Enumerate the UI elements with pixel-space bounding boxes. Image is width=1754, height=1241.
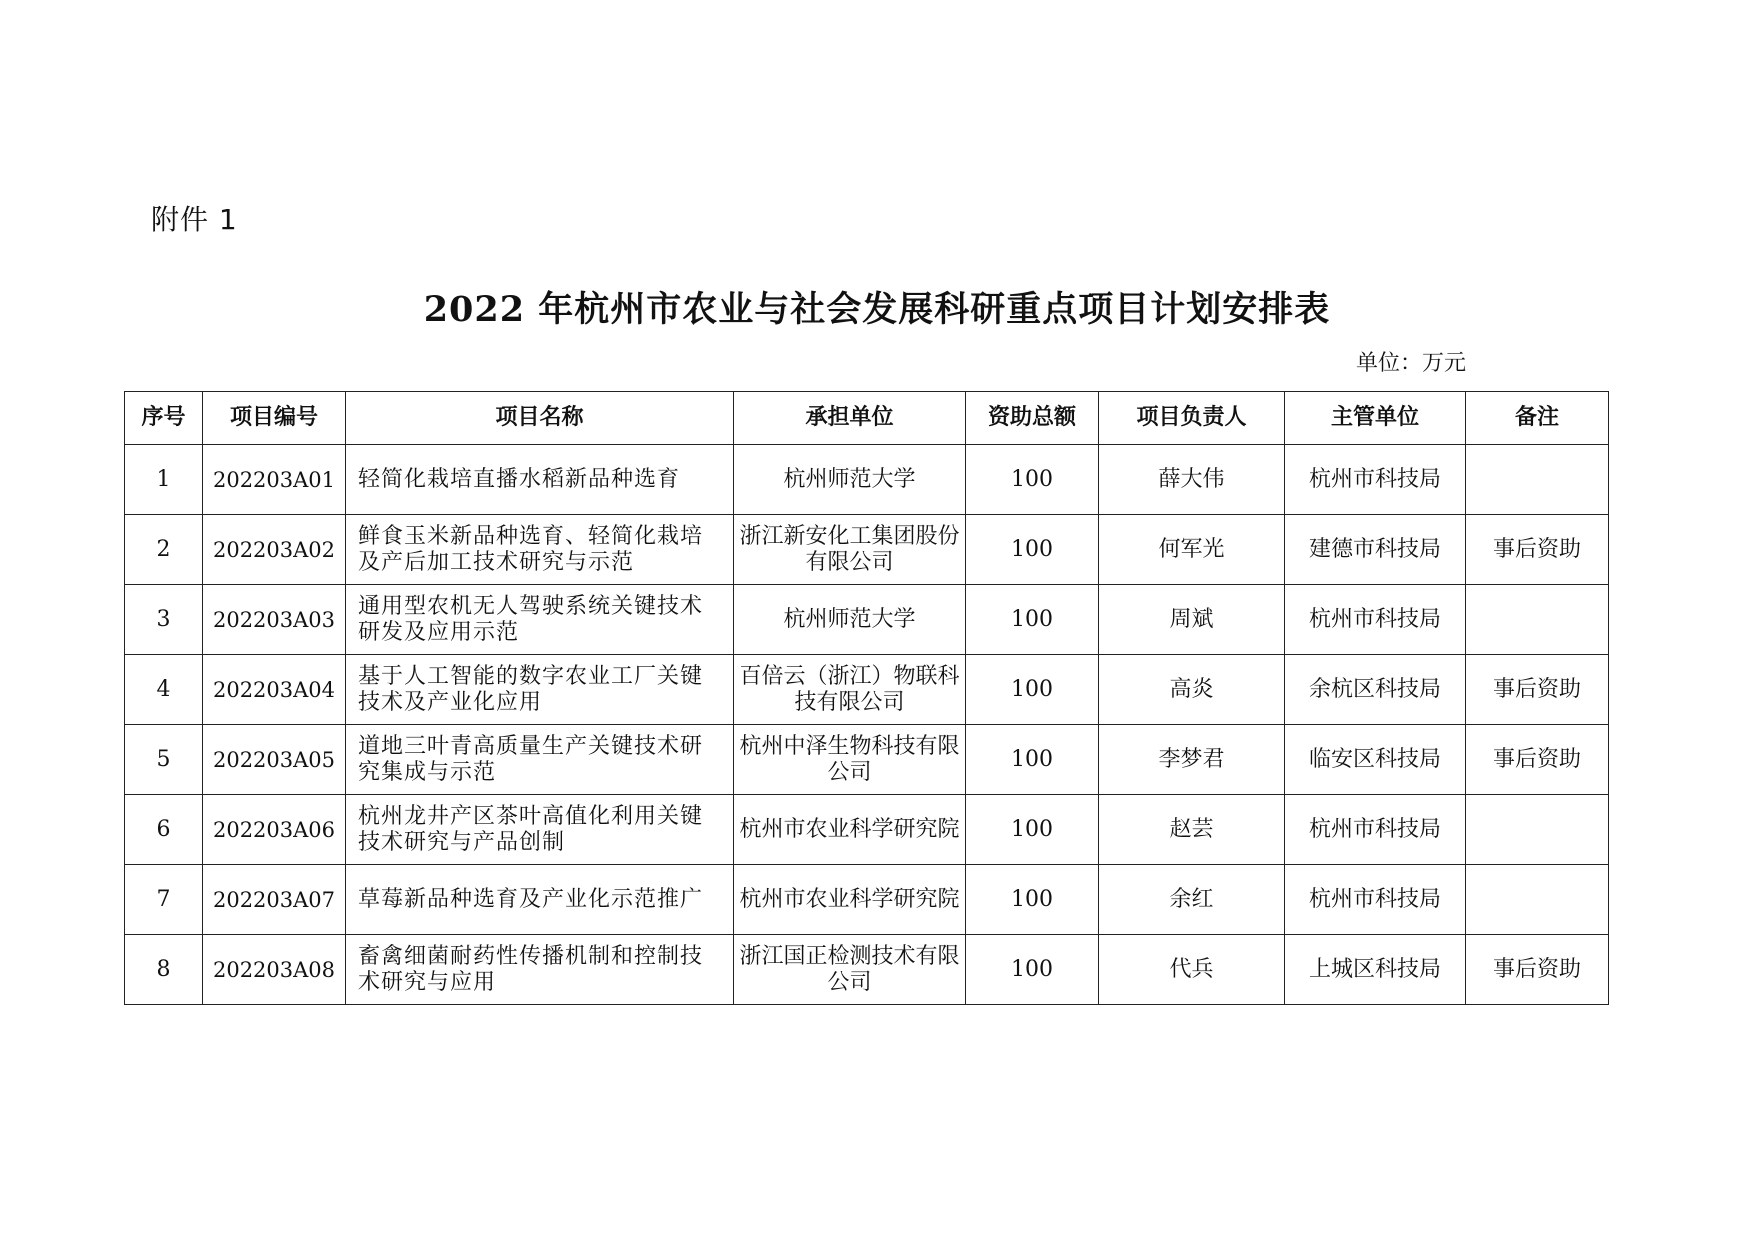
note-cell: [1466, 585, 1609, 655]
unit-label: 单位：万元: [1356, 351, 1467, 376]
table-row: [125, 725, 1609, 795]
header-cell: 承担单位: [734, 392, 966, 445]
table-row: [125, 795, 1609, 865]
note-cell: 事后资助: [1466, 725, 1609, 795]
department-cell: 杭州市科技局: [1285, 865, 1466, 935]
project-name-cell: 杭州龙井产区茶叶高值化利用关键技术研究与产品创制: [346, 795, 734, 865]
table-row: [125, 515, 1609, 585]
serial-cell: 8: [125, 935, 203, 1005]
department-cell: 上城区科技局: [1285, 935, 1466, 1005]
organization-cell: 浙江新安化工集团股份有限公司: [734, 515, 966, 585]
department-cell: 杭州市科技局: [1285, 585, 1466, 655]
table-header-row: [125, 392, 1609, 445]
project-code-cell: 202203A03: [203, 585, 346, 655]
organization-cell: 浙江国正检测技术有限公司: [734, 935, 966, 1005]
organization-cell: 百倍云（浙江）物联科技有限公司: [734, 655, 966, 725]
note-cell: 事后资助: [1466, 515, 1609, 585]
project-name-cell: 畜禽细菌耐药性传播机制和控制技术研究与应用: [346, 935, 734, 1005]
leader-cell: 李梦君: [1099, 725, 1285, 795]
table-row: [125, 585, 1609, 655]
header-cell: 备注: [1466, 392, 1609, 445]
organization-cell: 杭州中泽生物科技有限公司: [734, 725, 966, 795]
table-row: [125, 445, 1609, 515]
table-row: [125, 865, 1609, 935]
serial-cell: 6: [125, 795, 203, 865]
project-name-cell: 轻简化栽培直播水稻新品种选育: [346, 445, 734, 515]
serial-cell: 2: [125, 515, 203, 585]
project-name-cell: 道地三叶青高质量生产关键技术研究集成与示范: [346, 725, 734, 795]
leader-cell: 赵芸: [1099, 795, 1285, 865]
leader-cell: 何军光: [1099, 515, 1285, 585]
organization-cell: 杭州市农业科学研究院: [734, 795, 966, 865]
project-name-cell: 通用型农机无人驾驶系统关键技术研发及应用示范: [346, 585, 734, 655]
organization-cell: 杭州市农业科学研究院: [734, 865, 966, 935]
serial-cell: 3: [125, 585, 203, 655]
project-code-cell: 202203A01: [203, 445, 346, 515]
amount-cell: 100: [966, 795, 1099, 865]
project-code-cell: 202203A05: [203, 725, 346, 795]
leader-cell: 高炎: [1099, 655, 1285, 725]
header-cell: 项目负责人: [1099, 392, 1285, 445]
serial-cell: 7: [125, 865, 203, 935]
note-cell: [1466, 865, 1609, 935]
note-cell: [1466, 795, 1609, 865]
amount-cell: 100: [966, 865, 1099, 935]
header-cell: 项目名称: [346, 392, 734, 445]
note-cell: 事后资助: [1466, 655, 1609, 725]
project-code-cell: 202203A04: [203, 655, 346, 725]
amount-cell: 100: [966, 655, 1099, 725]
document-title: 2022 年杭州市农业与社会发展科研重点项目计划安排表: [423, 289, 1331, 330]
attachment-label: 附件 1: [151, 203, 238, 236]
department-cell: 建德市科技局: [1285, 515, 1466, 585]
department-cell: 杭州市科技局: [1285, 795, 1466, 865]
serial-cell: 5: [125, 725, 203, 795]
project-plan-table: [124, 391, 1609, 1005]
leader-cell: 周斌: [1099, 585, 1285, 655]
department-cell: 余杭区科技局: [1285, 655, 1466, 725]
leader-cell: 薛大伟: [1099, 445, 1285, 515]
note-cell: 事后资助: [1466, 935, 1609, 1005]
project-code-cell: 202203A08: [203, 935, 346, 1005]
header-cell: 主管单位: [1285, 392, 1466, 445]
leader-cell: 代兵: [1099, 935, 1285, 1005]
header-cell: 资助总额: [966, 392, 1099, 445]
header-cell: 序号: [125, 392, 203, 445]
header-cell: 项目编号: [203, 392, 346, 445]
note-cell: [1466, 445, 1609, 515]
organization-cell: 杭州师范大学: [734, 445, 966, 515]
project-name-cell: 鲜食玉米新品种选育、轻简化栽培及产后加工技术研究与示范: [346, 515, 734, 585]
department-cell: 杭州市科技局: [1285, 445, 1466, 515]
serial-cell: 4: [125, 655, 203, 725]
amount-cell: 100: [966, 445, 1099, 515]
amount-cell: 100: [966, 585, 1099, 655]
table-row: [125, 935, 1609, 1005]
amount-cell: 100: [966, 725, 1099, 795]
project-code-cell: 202203A02: [203, 515, 346, 585]
amount-cell: 100: [966, 515, 1099, 585]
organization-cell: 杭州师范大学: [734, 585, 966, 655]
amount-cell: 100: [966, 935, 1099, 1005]
project-code-cell: 202203A07: [203, 865, 346, 935]
department-cell: 临安区科技局: [1285, 725, 1466, 795]
project-name-cell: 基于人工智能的数字农业工厂关键技术及产业化应用: [346, 655, 734, 725]
leader-cell: 余红: [1099, 865, 1285, 935]
project-name-cell: 草莓新品种选育及产业化示范推广: [346, 865, 734, 935]
project-code-cell: 202203A06: [203, 795, 346, 865]
serial-cell: 1: [125, 445, 203, 515]
table-row: [125, 655, 1609, 725]
